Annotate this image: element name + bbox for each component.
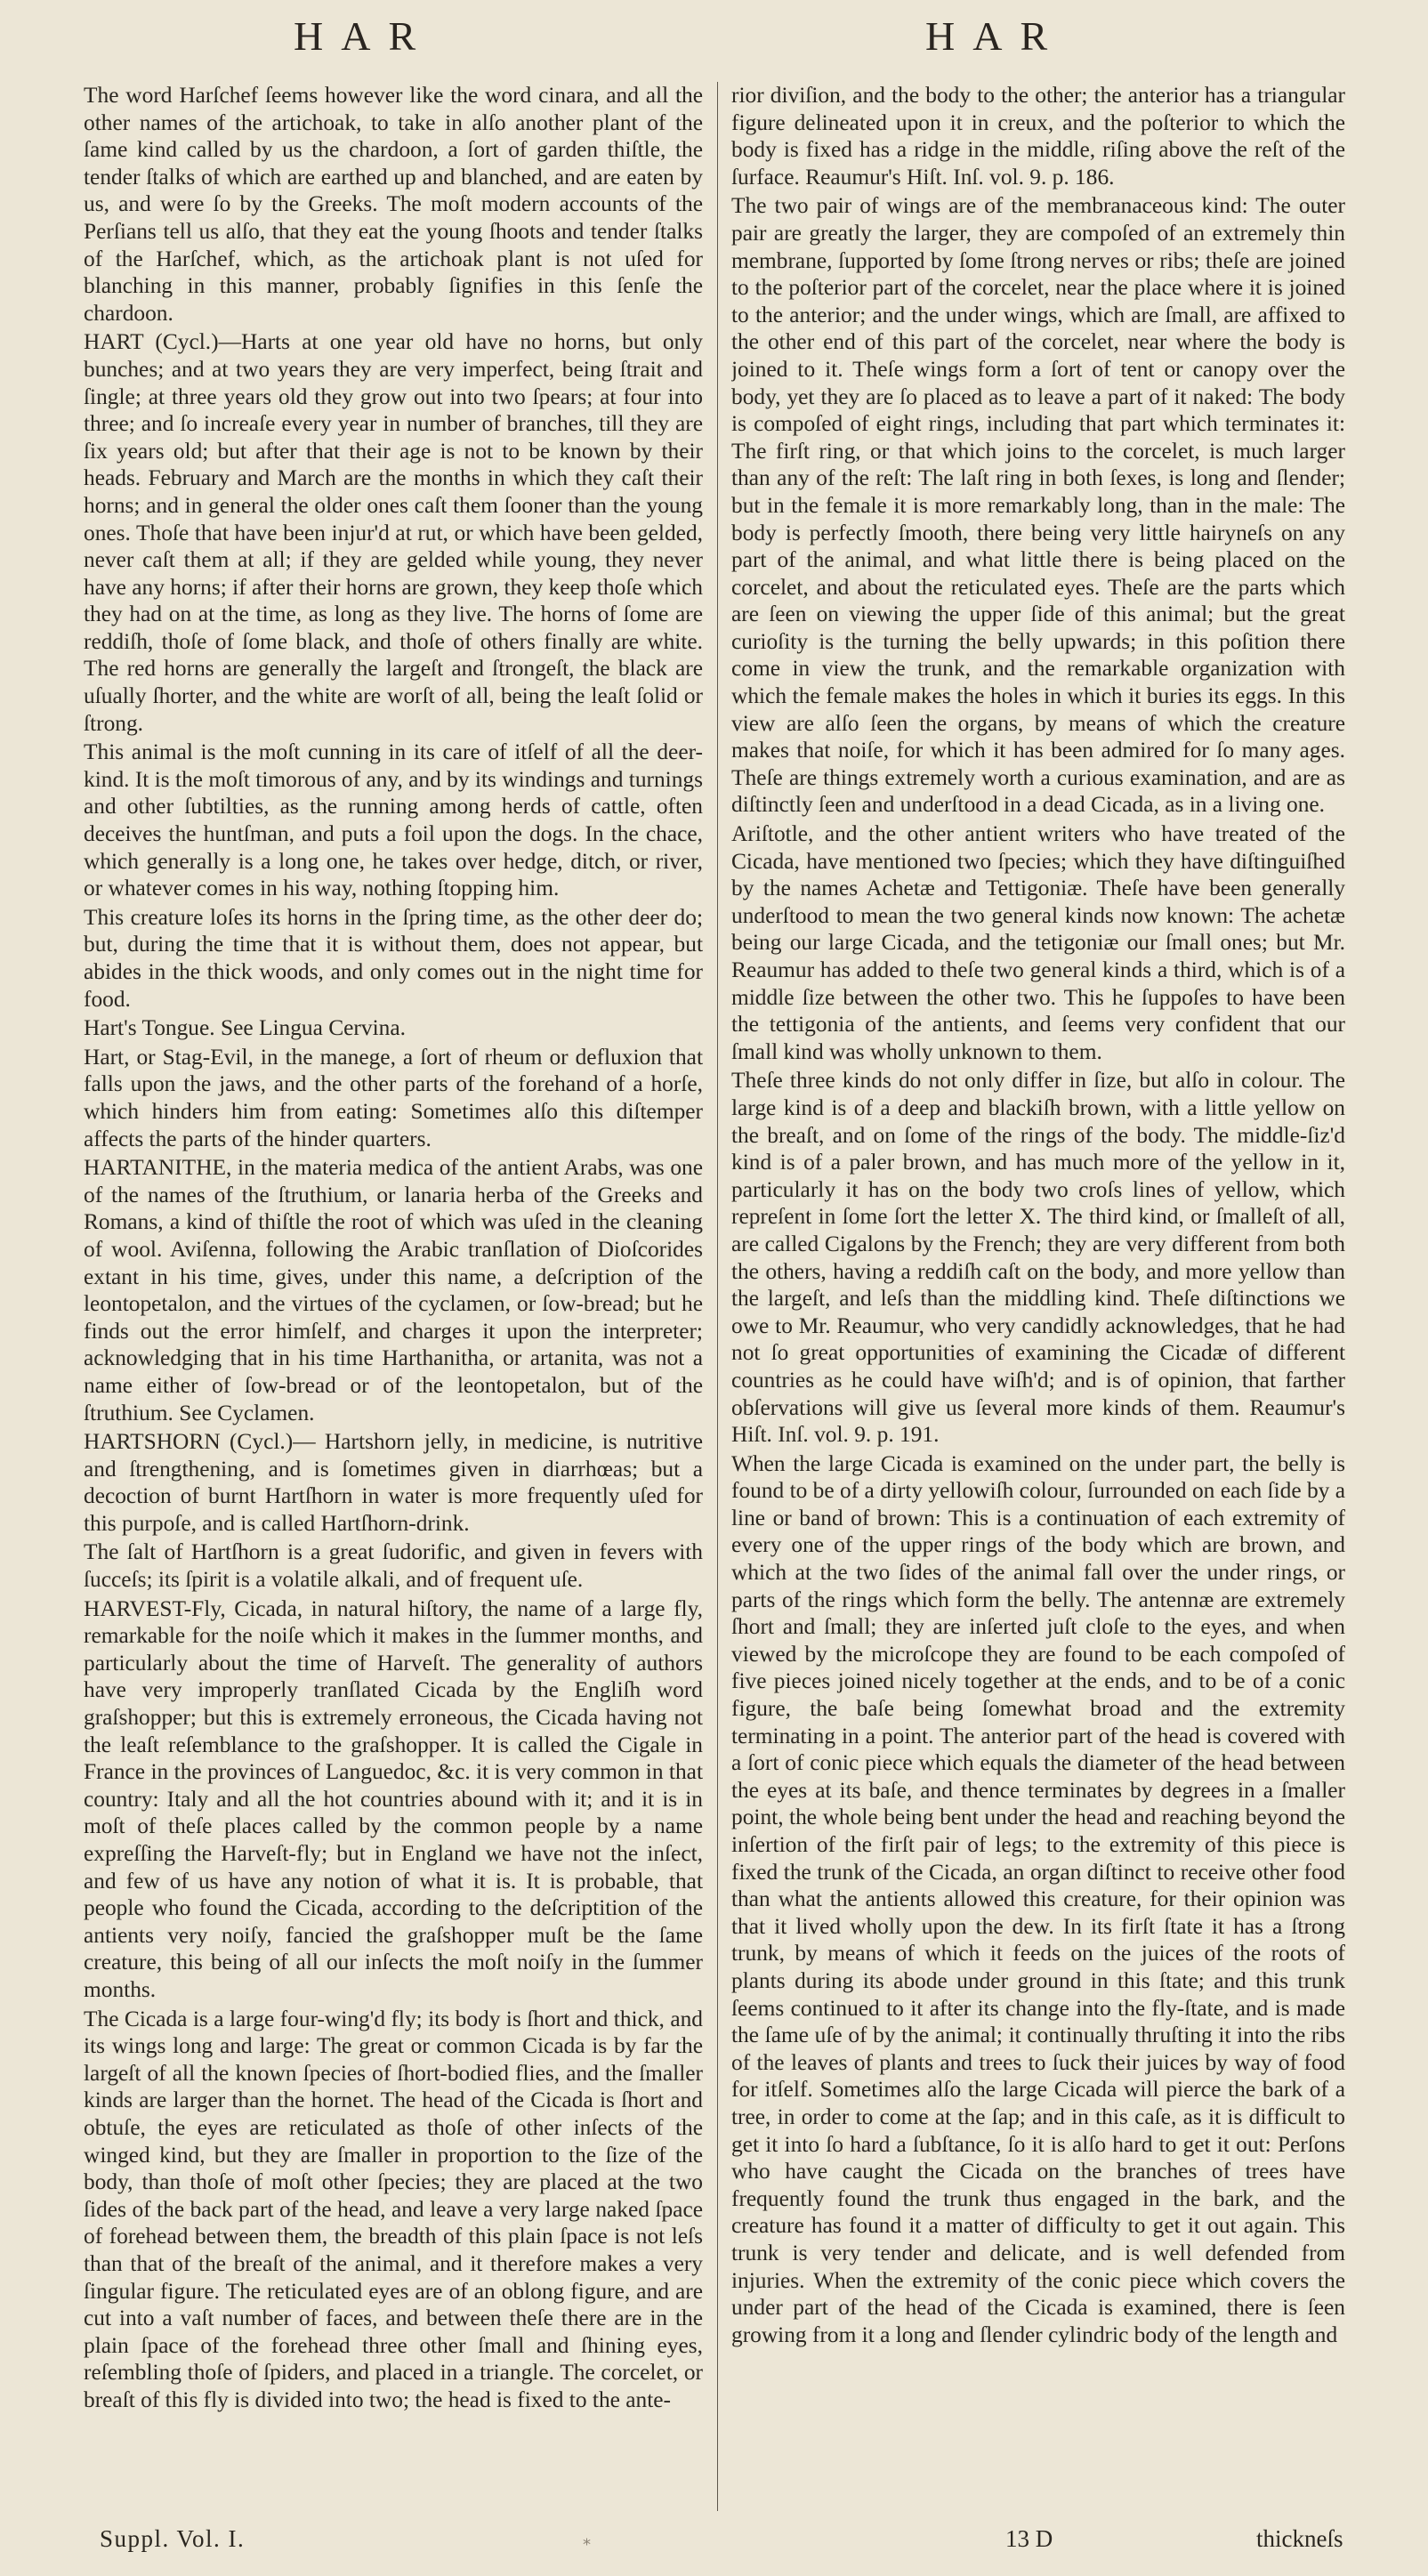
running-head-left: HAR: [294, 13, 434, 59]
entry-hart: HART (Cycl.)—Harts at one year old have no horns, but only bunches; and at two years they are very imperfect, being ſtrait and ſingle; at three years old they grow out into two ſpears; at four into three; and ſo increaſe every year in number of branches, till they are ſix years old; but after that their age is not to be known by their heads. February and March are the months in which they caſt their horns; and in general the older ones caſt them ſooner than the young ones. Thoſe that have been injur'd at rut, or which have been gelded, never caſt them at all; if they are gelded while young, they never have any horns; if after their horns are grown, they keep thoſe which they had on at the time, as long as they live. The horns of ſome are reddiſh, thoſe of ſome black, and thoſe of others finally are white. The red horns are generally the largeſt and ſtrongeſt, the black are uſually ſhorter, and the white are worſt of all, being the leaſt ſolid or ſtrong.: [84, 329, 703, 736]
volume-label: Suppl. Vol. I.: [100, 2525, 246, 2552]
paragraph-aristotle: Ariſtotle, and the other antient writers who have treated of the Cicada, have mentioned two ſpecies; which they have diſtinguiſhed by the names Achetæ and Tettigoniæ. Theſe have been generally underſtood to mean the two general kinds now known: The achetæ being our large Cicada, and the tetigoniæ our ſmall ones; but Mr. Reaumur has added to theſe two general kinds a third, which is of a middle ſize between the other two. This he ſuppoſes to have been the tettigonia of the antients, and ſeems very confident that our ſmall kind was wholly unknown to them.: [731, 821, 1345, 1064]
column-divider: [717, 82, 718, 2511]
entry-harts-tongue: Hart's Tongue. See Lingua Cervina.: [84, 1015, 406, 1041]
paragraph-hartshorn-salt: The ſalt of Hartſhorn is a great ſudorific, and given in fevers with ſucceſs; its ſpirit is a volatile alkali, and of frequent uſe.: [84, 1539, 703, 1593]
right-column: [731, 82, 1345, 2515]
signature-mark: 13 D: [1005, 2525, 1053, 2552]
paragraph-hart-horns: This creature loſes its horns in the ſpring time, as the other deer do; but, during the time that it is without them, does not appear, but abides in the thick woods, and only comes out in the night time for food.: [84, 904, 703, 1012]
running-head-right: HAR: [925, 13, 1066, 59]
paragraph-hart-cunning: This animal is the moſt cunning in its care of itſelf of all the deer-kind. It is the moſt timorous of any, and by its windings and turnings and other ſubtilties, as the running among herds of cattle, often deceives the huntſman, and puts a foil upon the dogs. In the chace, which generally is a long one, he takes over hedge, ditch, or river, or whatever comes in his way, nothing ſtopping him.: [84, 739, 703, 901]
ornament-mark: ⁎: [583, 2531, 591, 2548]
paragraph-under-part: When the large Cicada is examined on the under part, the belly is found to be of a dirty yellowiſh colour, ſurrounded on each ſide by a line or band of brown: This is a continuation of each extremity of every one of the upper rings of the body which are brown, and which at the two ſides of the animal fall over the under rings, or parts of the rings which form the belly. The antennæ are extremely ſhort and ſmall; they are inſerted juſt cloſe to the eyes, and when viewed by the microſcope they are found to be each compoſed of five pieces joined nicely together at the ends, and to be of a conic figure, the baſe being ſomewhat broad and the extremity terminating in a point. The anterior part of the head is covered with a ſort of conic piece which equals the diameter of the head between the eyes at its baſe, and thence terminates by degrees in a ſmaller point, the whole being bent under the head and reaching beyond the inſertion of the firſt pair of legs; to the extremity of this piece is fixed the trunk of the Cicada, an organ diſtinct to receive other food than what the antients allowed this creature, for their opinion was that it lived wholly upon the dew. In its firſt ſtate it has a ſtrong trunk, by means of which it feeds on the juices of the roots of plants during its abode under ground in this ſtate; and this trunk ſeems continued to it after its change into the fly-ſtate, and is made the ſame uſe of by the animal; it continually thruſting it into the ribs of the leaves of plants and trees to ſuck their juices by way of food for itſelf. Sometimes alſo the large Cicada will pierce the bark of a tree, in order to come at the ſap; and in this caſe, as it is difficult to get it into ſo hard a ſubſtance, ſo it is alſo hard to get it out: Perſons who have caught the Cicada on the branches of trees have frequently found the trunk thus engaged in the bark, and the creature has found it a matter of difficulty to get it out again. This trunk is very tender and delicate, and is well defended from injuries. When the extremity of the conic piece which covers the under part of the head of the Cicada is examined, there is ſeen growing from it a long and ſlender cylindric body of the length and: [731, 1450, 1345, 2347]
page-header: [0, 12, 1428, 75]
entry-hartshorn: HARTSHORN (Cycl.)— Hartshorn jelly, in medicine, is nutritive and ſtrengthening, and is ſometimes given in diarrhœas; but a decoction of burnt Hartſhorn in water is more frequently uſed for this purpoſe, and is called Hartſhorn-drink.: [84, 1429, 703, 1536]
entry-hartanithe: HARTANITHE, in the materia medica of the antient Arabs, was one of the names of the ſtruthium, or lanaria herba of the Greeks and Romans, a kind of thiſtle the root of which was uſed in the cleaning of wool. Aviſenna, following the Arabic tranſlation of Dioſcorides extant in his time, gives, under this name, a deſcription of the leontopetalon, and the virtues of the cyclamen, or ſow-bread; but he finds out the error himſelf, and charges it upon the interpreter; acknowledging that in his time Harthanitha, or artanita, was not a name either of ſow-bread or of the leontopetalon, but of the ſtruthium. See Cyclamen.: [84, 1155, 703, 1425]
paragraph-wings: The two pair of wings are of the membranaceous kind: The outer pair are greatly the larger, they are compoſed of an extremely thin membrane, ſupported by ſome ſtrong nerves or ribs; theſe are joined to the poſterior part of the corcelet, near the place where it is joined to the anterior; and the under wings, which are ſmall, are affixed to the other end of this part of the corcelet, near where the body is joined to it. Theſe wings form a ſort of tent or canopy over the body, yet they are ſo placed as to leave a part of it naked: The body is compoſed of eight rings, including that part which terminates it: The firſt ring, or that which joins to the corcelet, is much larger than any of the reſt: The laſt ring in both ſexes, is long and ſlender; but in the female it is more remarkably long, than in the male: The body is perfectly ſmooth, there being very little hairyneſs on any part of the animal, and what little there is being placed on the corcelet, and about the reticulated eyes. Theſe are the parts which are ſeen on viewing the upper ſide of this animal; but the great curioſity is the turning the belly upwards; in this poſition there come in view the trunk, and the remarkable organization with which the female makes the holes in which it buries its eggs. In this view are alſo ſeen the organs, by means of which the creature makes that noiſe, for which it has been admired for ſo many ages. Theſe are things extremely worth a curious examination, and are as diſtinctly ſeen and underſtood in a dead Cicada, as in a living one.: [731, 193, 1345, 818]
page-footer: [0, 2525, 1428, 2561]
paragraph-three-kinds: Theſe three kinds do not only differ in ſize, but alſo in colour. The large kind is of a deep and blackiſh brown, with a little yellow on the breaſt, and on ſome of the rings of the body. The middle-ſiz'd kind is of a paler brown, and has much more of the yellow in it, particularly it has on the body two croſs lines of yellow, which repreſent in ſome ſort the letter X. The third kind, or ſmalleſt of all, are called Cigalons by the French; they are very different from both the others, having a reddiſh caſt on the body, and more yellow than the largeſt, and leſs than the middling kind. Theſe diſtinctions we owe to Mr. Reaumur, who very candidly acknowledges, that he had not ſo great opportunities of examining the Cicadæ of different countries as he could have wiſh'd; and is of opinion, that farther obſervations will give us ſeveral more kinds of them. Reaumur's Hiſt. Inſ. vol. 9. p. 191.: [731, 1068, 1345, 1448]
catchword: thickneſs: [1256, 2525, 1343, 2552]
entry-harvest-fly: HARVEST-Fly, Cicada, in natural hiſtory, the name of a large fly, remarkable for the noiſe which it makes in the ſummer months, and particularly about the time of Harveſt. The generality of authors have very improperly tranſlated Cicada by the Engliſh word graſshopper; but this is extremely erroneous, the Cicada having not the leaſt reſemblance to the graſshopper. It is called the Cigale in France in the provinces of Languedoc, &c. it is very common in that country: Italy and all the hot countries abound with it; and it is in moſt of theſe places called by the common people by a name expreſſing the Harveſt-fly; but in England we have not the inſect, and few of us have any notion of what it is. It is probable, that people who found the Cicada, according to the deſcriptition of the antients very noiſy, fancied the graſshopper muſt be the ſame creature, this being of all our inſects the moſt noiſy in the ſummer months.: [84, 1595, 703, 2002]
entry-hart-stag-evil: Hart, or Stag-Evil, in the manege, a ſort of rheum or defluxion that falls upon the jaws, and the other parts of the forehand of a horſe, which hinders him from eating: Sometimes alſo this diſtemper affects the parts of the hinder quarters.: [84, 1044, 703, 1151]
paragraph-cicada-body: The Cicada is a large four-wing'd fly; its body is ſhort and thick, and its wings long and large: The great or common Cicada is by far the largeſt of all the known ſpecies of ſhort-bodied flies, and the ſmaller kinds are larger than the hornet. The head of the Cicada is ſhort and obtuſe, the eyes are reticulated as thoſe of other inſects of the winged kind, but they are ſmaller in proportion to the ſize of the body, than thoſe of moſt other ſpecies; they are placed at the two ſides of the back part of the head, and leave a very large naked ſpace of forehead between them, the breadth of this plain ſpace is not leſs than that of the breaſt of the animal, and it therefore makes a very ſingular figure. The reticulated eyes are of an oblong figure, and are cut into a vaſt number of faces, and between theſe there are in the plain ſpace of the forehead three other ſmall and ſhining eyes, reſembling thoſe of ſpiders, and placed in a triangle. The corcelet, or breaſt of this fly is divided into two; the head is fixed to the ante-: [84, 2006, 703, 2412]
paragraph-corcelet: rior diviſion, and the body to the other; the anterior has a triangular figure delineated upon it in creux, and the poſterior to which the body is fixed has a ridge in the middle, riſing above the reſt of the ſurface. Reaumur's Hiſt. Inſ. vol. 9. p. 186.: [731, 83, 1345, 190]
paragraph-harschef: The word Harſchef ſeems however like the word cinara, and all the other names of the artichoak, to take in alſo another plant of the ſame kind called by us the chardoon, a ſort of garden thiſtle, the tender ſtalks of which are earthed up and blanched, and are eaten by us, and were ſo by the Greeks. The moſt modern accounts of the Perſians tell us alſo, that they eat the young ſhoots and tender ſtalks of the Harſchef, which, as the artichoak plant is not uſed for blanching in this manner, probably ſignifies in this ſenſe the chardoon.: [84, 83, 703, 326]
left-column: [84, 82, 703, 2515]
